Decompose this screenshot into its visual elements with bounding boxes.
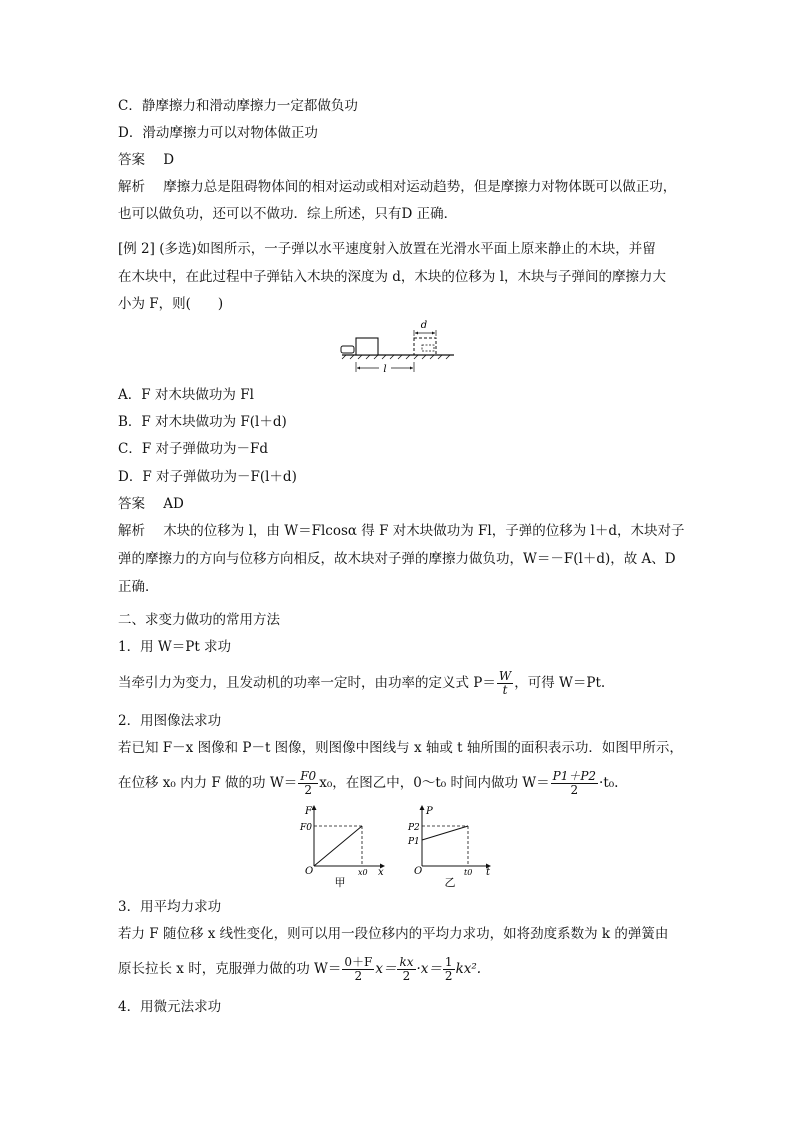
analysis-label: 解析 xyxy=(118,523,145,539)
fraction-w-over-t xyxy=(497,670,513,697)
text-segment: x₀，在图乙中，0～t₀ 时间内做功 W＝ xyxy=(319,775,550,791)
example-2-text: (多选)如图所示，一子弹以水平速度射入放置在光滑水平面上原来静止的木块，并留 xyxy=(159,241,656,257)
caption-yi: 乙 xyxy=(444,876,456,889)
method-3-title: 3．用平均力求功 xyxy=(118,899,222,915)
bullet-shape xyxy=(341,346,354,353)
example-tag: [例 2] xyxy=(118,241,155,257)
frac-num: 0＋F xyxy=(344,955,373,969)
fraction-1-over-2 xyxy=(443,956,455,983)
analysis-2-line-1 xyxy=(118,522,684,540)
example-2-line-3: 小为 F，则( ) xyxy=(118,296,224,312)
text-segment: 原长拉长 x 时，克服弹力做的功 W＝ xyxy=(118,961,342,977)
label-l: l xyxy=(383,364,387,375)
method-2-line-2 xyxy=(118,770,618,797)
section-2-title: 二、求变力做功的常用方法 xyxy=(118,612,280,628)
method-1-text xyxy=(118,670,605,697)
option-c: C．F 对子弹做功为－Fd xyxy=(118,441,268,457)
y-tick: F0 xyxy=(300,823,312,833)
method-4-title: 4．用微元法求功 xyxy=(118,999,222,1015)
frac-num: 1 xyxy=(444,955,453,969)
analysis-1-text: 摩擦力总是阻碍物体间的相对运动或相对运动趋势，但是摩擦力对物体既可以做正功， xyxy=(163,179,677,195)
block-initial xyxy=(356,338,378,355)
example-2-line-2: 在木块中，在此过程中子弹钻入木块的深度为 d，木块的位移为 l，木块与子弹间的摩擦力大 xyxy=(118,269,667,285)
frac-num: kx xyxy=(399,955,414,969)
frac-num: P1＋P2 xyxy=(552,769,597,783)
frac-den: t xyxy=(502,683,508,697)
analysis-label: 解析 xyxy=(118,179,145,195)
bullet-block-figure xyxy=(336,318,460,378)
analysis-2-line-2: 弹的摩擦力的方向与位移方向相反，故木块对子弹的摩擦力做负功，W＝－F(l＋d)，故 A、D xyxy=(118,551,676,567)
method-3-line-2 xyxy=(118,956,481,983)
method-2-title: 2．用图像法求功 xyxy=(118,713,222,729)
fraction-0f-over-2 xyxy=(342,956,374,983)
method-3-line-1: 若力 F 随位移 x 线性变化，则可以用一段位移内的平均力求功，如将劲度系数为 k 的弹簧由 xyxy=(118,926,669,942)
option-c-prev: C．静摩擦力和滑动摩擦力一定都做负功 xyxy=(118,98,358,114)
method-2-line-1: 若已知 F－x 图像和 P－t 图像，则图像中图线与 x 轴或 t 轴所围的面积表示功．如图甲所示， xyxy=(118,740,683,756)
frac-den: 2 xyxy=(402,969,411,983)
origin-label: O xyxy=(305,866,314,877)
option-d-prev: D．滑动摩擦力可以对物体做正功 xyxy=(118,125,318,141)
fraction-f0-over-2 xyxy=(298,770,318,797)
origin-label: O xyxy=(414,866,423,877)
x-label: x xyxy=(378,867,384,878)
graph-yi xyxy=(400,802,496,890)
text-segment: x＝ xyxy=(375,961,397,977)
frac-num: W xyxy=(498,669,512,683)
option-d: D．F 对子弹做功为－F(l＋d) xyxy=(118,469,297,485)
text-segment: kx². xyxy=(455,961,482,977)
frac-den: 2 xyxy=(570,783,579,797)
answer-2 xyxy=(118,495,184,513)
analysis-1-line-2: 也可以做负功，还可以不做功．综上所述，只有D 正确． xyxy=(118,206,458,222)
y-label: P xyxy=(426,806,433,817)
option-b: B．F 对木块做功为 F(l＋d) xyxy=(118,414,287,430)
text-segment: ·x＝ xyxy=(416,961,442,977)
option-a: A．F 对木块做功为 Fl xyxy=(118,387,254,403)
block-final xyxy=(414,338,436,355)
answer-label: 答案 xyxy=(118,496,145,512)
answer-1 xyxy=(118,151,174,169)
example-2-line-1 xyxy=(118,240,656,258)
method-1-title: 1．用 W＝Pt 求功 xyxy=(118,639,232,655)
fraction-p1p2-over-2 xyxy=(551,770,598,797)
frac-den: 2 xyxy=(444,969,453,983)
y-tick-top: P2 xyxy=(408,823,420,833)
y-tick-low: P1 xyxy=(408,837,420,847)
y-label: F xyxy=(305,806,312,817)
f-x-line xyxy=(314,826,362,866)
answer-value: D xyxy=(163,152,175,168)
text-segment: ·t₀. xyxy=(599,775,619,791)
label-d: d xyxy=(420,320,428,331)
answer-label: 答案 xyxy=(118,152,145,168)
text-segment: 在位移 x₀ 内力 F 做的功 W＝ xyxy=(118,775,298,791)
p-t-line xyxy=(422,826,468,840)
analysis-2-text: 木块的位移为 l，由 W＝Flcosα 得 F 对木块做功为 Fl，子弹的位移为 l＋d，木块对子 xyxy=(163,523,685,539)
x-tick: x0 xyxy=(358,868,368,877)
answer-value: AD xyxy=(163,496,184,512)
caption-jia: 甲 xyxy=(334,876,346,889)
fraction-kx-over-2 xyxy=(397,956,415,983)
ground-hatch xyxy=(342,355,450,359)
x-label: t xyxy=(486,867,491,878)
x-tick: t0 xyxy=(464,868,473,877)
graph-jia xyxy=(298,802,390,890)
bullet-embedded xyxy=(422,345,434,351)
frac-den: 2 xyxy=(354,969,363,983)
analysis-2-line-3: 正确． xyxy=(118,579,159,595)
frac-num: F0 xyxy=(300,769,317,783)
analysis-1-line-1 xyxy=(118,178,676,196)
text-segment: ，可得 W＝Pt. xyxy=(514,675,606,691)
text-segment: 当牵引力为变力，且发动机的功率一定时，由功率的定义式 P＝ xyxy=(118,675,496,691)
frac-den: 2 xyxy=(304,783,313,797)
